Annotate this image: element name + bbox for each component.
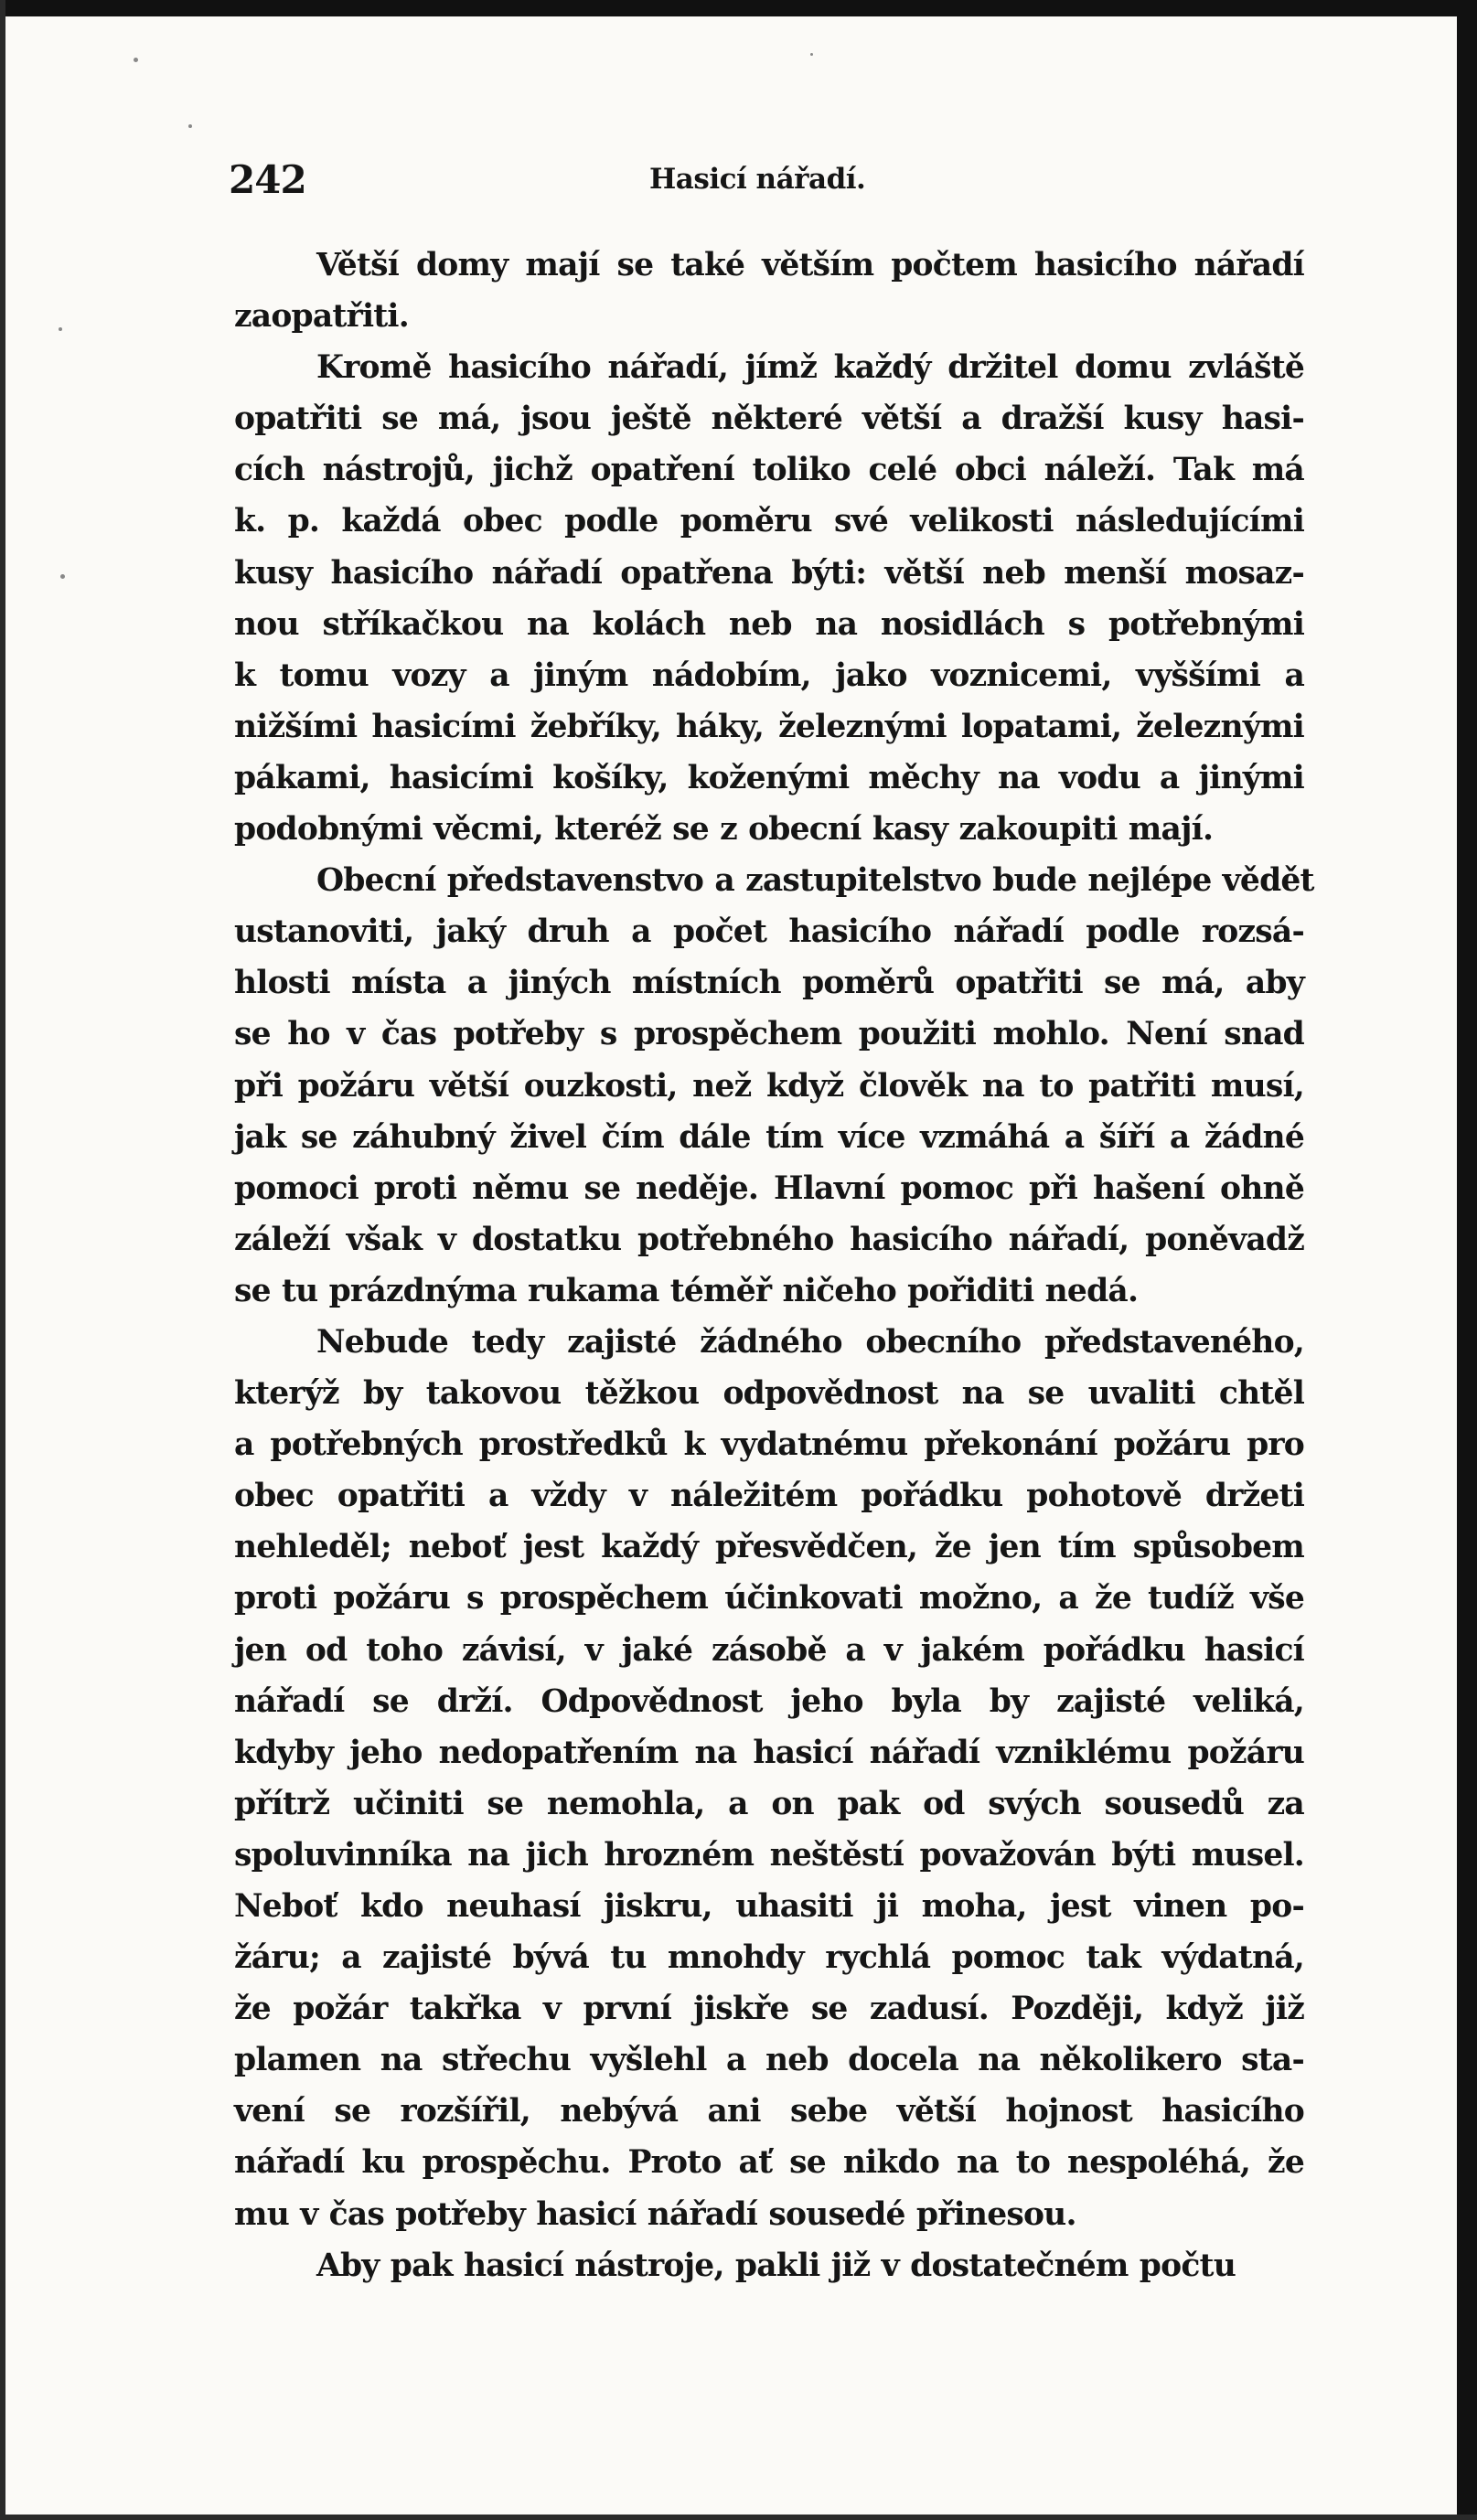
text-line: se tu prázdnýma rukama téměř ničeho pořiditi nedá. — [234, 1272, 1139, 1309]
text-line: Obecní představenstvo a zastupitelstvo bude nejlépe vědět — [316, 862, 1314, 900]
text-line: se ho v čas potřeby s prospěchem použiti mohlo. Není snad — [234, 1016, 1304, 1053]
text-line: proti požáru s prospěchem účinkovati možno, a že tudíž vše — [234, 1580, 1304, 1618]
text-line: vení se rozšířil, nebývá ani sebe větší hojnost hasicího — [234, 2093, 1304, 2130]
text-line: spoluvinníka na jich hrozném neštěstí považován býti musel. — [234, 1836, 1304, 1874]
text-line: nářadí se drží. Odpovědnost jeho byla by zajisté veliká, — [234, 1682, 1304, 1720]
paper-speck — [59, 327, 62, 331]
text-line: cích nástrojů, jichž opatření toliko celé obci náleží. Tak má — [234, 452, 1304, 489]
text-line: k. p. každá obec podle poměru své velikosti následujícími — [234, 503, 1304, 540]
text-line: opatřiti se má, jsou ještě některé větší a dražší kusy hasi- — [234, 400, 1304, 438]
paper-speck — [810, 53, 813, 56]
text-line: nou stříkačkou na kolách neb na nosidlách s potřebnými — [234, 605, 1304, 643]
text-line: obec opatřiti a vždy v náležitém pořádku pohotově držeti — [234, 1478, 1304, 1515]
scan-border-bottom — [0, 2515, 1477, 2520]
text-line: přítrž učiniti se nemohla, a on pak od svých sousedů za — [234, 1785, 1304, 1822]
text-line: plamen na střechu vyšlehl a neb docela na několikero sta- — [234, 2042, 1304, 2079]
text-line: záleží však v dostatku potřebného hasicího nářadí, poněvadž — [234, 1221, 1304, 1258]
text-line: k tomu vozy a jiným nádobím, jako voznicemi, vyššími a — [234, 657, 1304, 694]
text-line: pákami, hasicími košíky, koženými měchy na vodu a jinými — [234, 759, 1304, 796]
text-line: nářadí ku prospěchu. Proto ať se nikdo na to nespoléhá, že — [234, 2144, 1304, 2182]
text-line: Aby pak hasicí nástroje, pakli již v dostatečném počtu — [316, 2247, 1236, 2284]
scan-border-top — [0, 0, 1477, 16]
text-line: při požáru větší ouzkosti, než když člověk na to patřiti musí, — [234, 1067, 1304, 1105]
text-line: jak se záhubný živel čím dále tím více vzmáhá a šíří a žádné — [234, 1118, 1304, 1156]
text-line: podobnými věcmi, kteréž se z obecní kasy zakoupiti mají. — [234, 811, 1214, 849]
text-line: kusy hasicího nářadí opatřena býti: větší neb menší mosaz- — [234, 554, 1304, 592]
text-line: zaopatřiti. — [234, 298, 409, 336]
text-line: kterýž by takovou těžkou odpovědnost na se uvaliti chtěl — [234, 1375, 1304, 1413]
text-line: nehleděl; neboť jest každý přesvědčen, že jen tím spůsobem — [234, 1529, 1304, 1566]
page-number: 242 — [229, 157, 306, 202]
text-line: ustanoviti, jaký druh a počet hasicího nářadí podle rozsá- — [234, 913, 1304, 951]
paper-speck — [134, 58, 138, 62]
text-line: pomoci proti němu se neděje. Hlavní pomoc při hašení ohně — [234, 1169, 1304, 1207]
text-line: jen od toho závisí, v jaké zásobě a v jakém pořádku hasicí — [234, 1631, 1304, 1669]
text-line: Kromě hasicího nářadí, jímž každý držitel domu zvláště — [316, 349, 1304, 387]
scan-border-right — [1457, 0, 1477, 2520]
text-line: kdyby jeho nedopatřením na hasicí nářadí vzniklému požáru — [234, 1734, 1304, 1771]
running-title: Hasicí nářadí. — [649, 163, 866, 196]
text-line: žáru; a zajisté bývá tu mnohdy rychlá pomoc tak výdatná, — [234, 1939, 1304, 1977]
text-line: nižšími hasicími žebříky, háky, železnými lopatami, železnými — [234, 708, 1304, 745]
paper-speck — [60, 574, 65, 579]
text-line: Nebude tedy zajisté žádného obecního představeného, — [316, 1323, 1304, 1361]
text-line: Větší domy mají se také větším počtem hasicího nářadí — [316, 247, 1304, 283]
text-line: a potřebných prostředků k vydatnému překonání požáru pro — [234, 1426, 1304, 1464]
body-text — [234, 240, 1314, 2291]
text-line: mu v čas potřeby hasicí nářadí sousedé přinesou. — [234, 2195, 1076, 2233]
text-line: že požár takřka v první jiskře se zadusí. Později, když již — [234, 1991, 1304, 2028]
text-line: Neboť kdo neuhasí jiskru, uhasiti ji moha, jest vinen po- — [234, 1888, 1304, 1925]
paper-speck — [188, 124, 192, 128]
running-head — [229, 157, 1308, 212]
text-line: hlosti místa a jiných místních poměrů opatřiti se má, aby — [234, 965, 1304, 1002]
